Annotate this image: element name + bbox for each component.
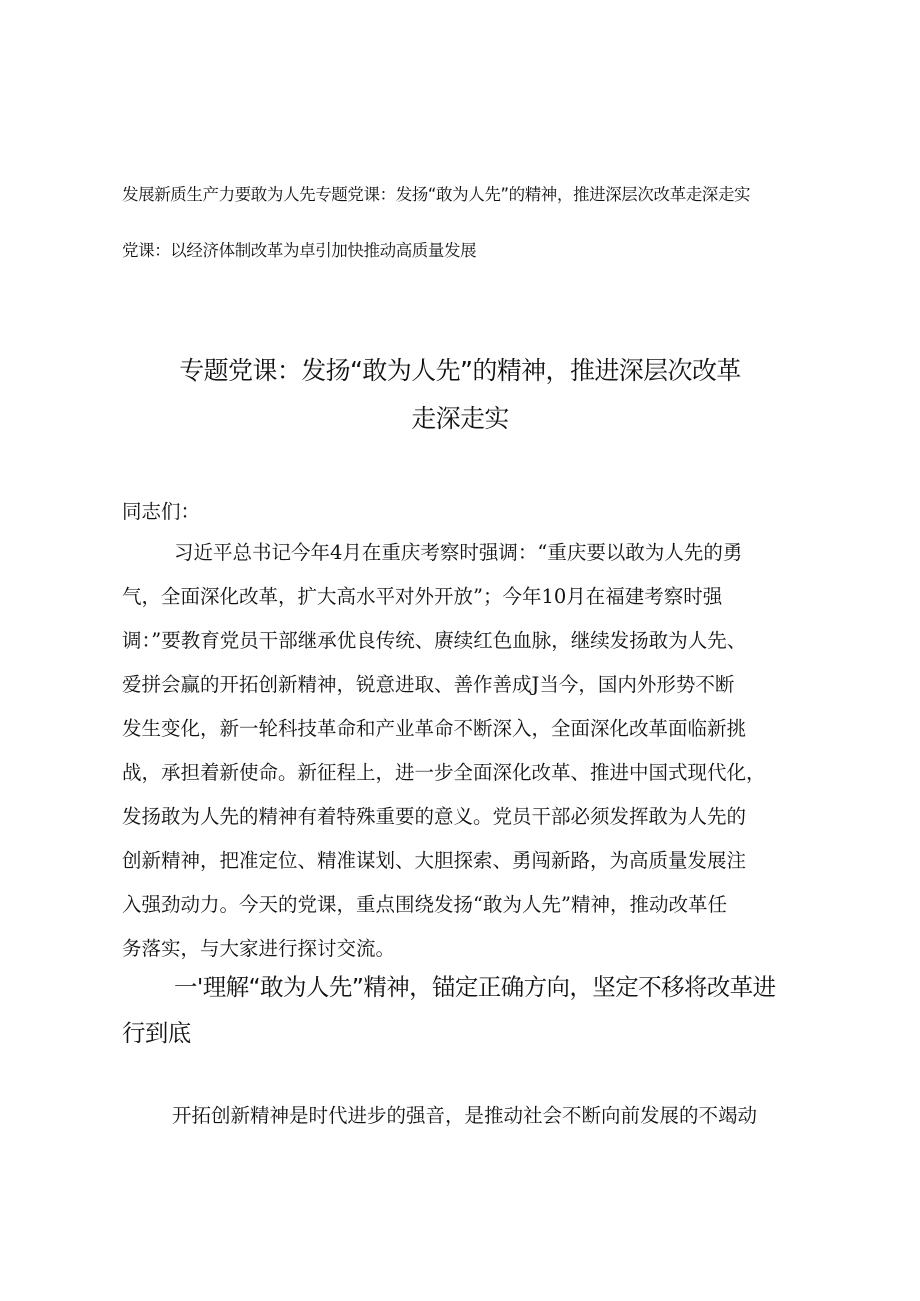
paragraph-1 bbox=[122, 537, 812, 960]
document-title-line-2: 走深走实 bbox=[411, 404, 509, 433]
paragraph-line: 务落实，与大家进行探讨交流。 bbox=[122, 937, 396, 960]
paragraph-line: 创新精神，把准定位、精准谋划、大胆探索、勇闯新路，为高质量发展注 bbox=[122, 849, 747, 872]
paragraph-line: 战，承担着新使命。新征程上，进一步全面深化改革、推进中国式现代化， bbox=[122, 761, 766, 784]
paragraph-2-line-1: 开拓创新精神是时代进步的强音，是推动社会不断向前发展的不竭动 bbox=[172, 1104, 758, 1127]
paragraph-line: 发生变化，新一轮科技革命和产业革命不断深入，全面深化改革面临新挑 bbox=[122, 717, 747, 740]
paragraph-line: 爱拼会赢的开拓创新精神，锐意进取、善作善成J当今，国内外形势不断 bbox=[122, 673, 735, 696]
paragraph-line: 气，全面深化改革，扩大高水平对外开放”；今年10月在福建考察时强 bbox=[122, 585, 723, 608]
paragraph-line: 习近平总书记今年4月在重庆考察时强调：“重庆要以敢为人先的勇 bbox=[174, 541, 743, 564]
paragraph-line: 调：”要教育党员干部继承优良传统、赓续红色血脉，继续发扬敢为人先、 bbox=[122, 629, 747, 652]
related-article-link-1[interactable]: 发展新质生产力要敢为人先专题党课：发扬“敢为人先”的精神，推进深层次改革走深走实 bbox=[122, 185, 751, 204]
document-title-line-1: 专题党课：发扬“敢为人先”的精神，推进深层次改革 bbox=[179, 356, 741, 385]
section-heading-line-1: 一'理解“敢为人先”精神，锚定正确方向，坚定不移将改革进 bbox=[174, 973, 776, 1001]
related-article-link-2[interactable]: 党课：以经济体制改革为卓引加快推动高质量发展 bbox=[122, 241, 477, 260]
section-heading-line-2: 行到底 bbox=[122, 1019, 191, 1047]
greeting: 同志们： bbox=[122, 500, 201, 523]
paragraph-line: 发扬敢为人先的精神有着特殊重要的意义。党员干部必须发挥敢为人先的 bbox=[122, 805, 747, 828]
paragraph-line: 入强劲动力。今天的党课，重点围绕发扬“敢为人先”精神，推动改革任 bbox=[122, 893, 727, 916]
